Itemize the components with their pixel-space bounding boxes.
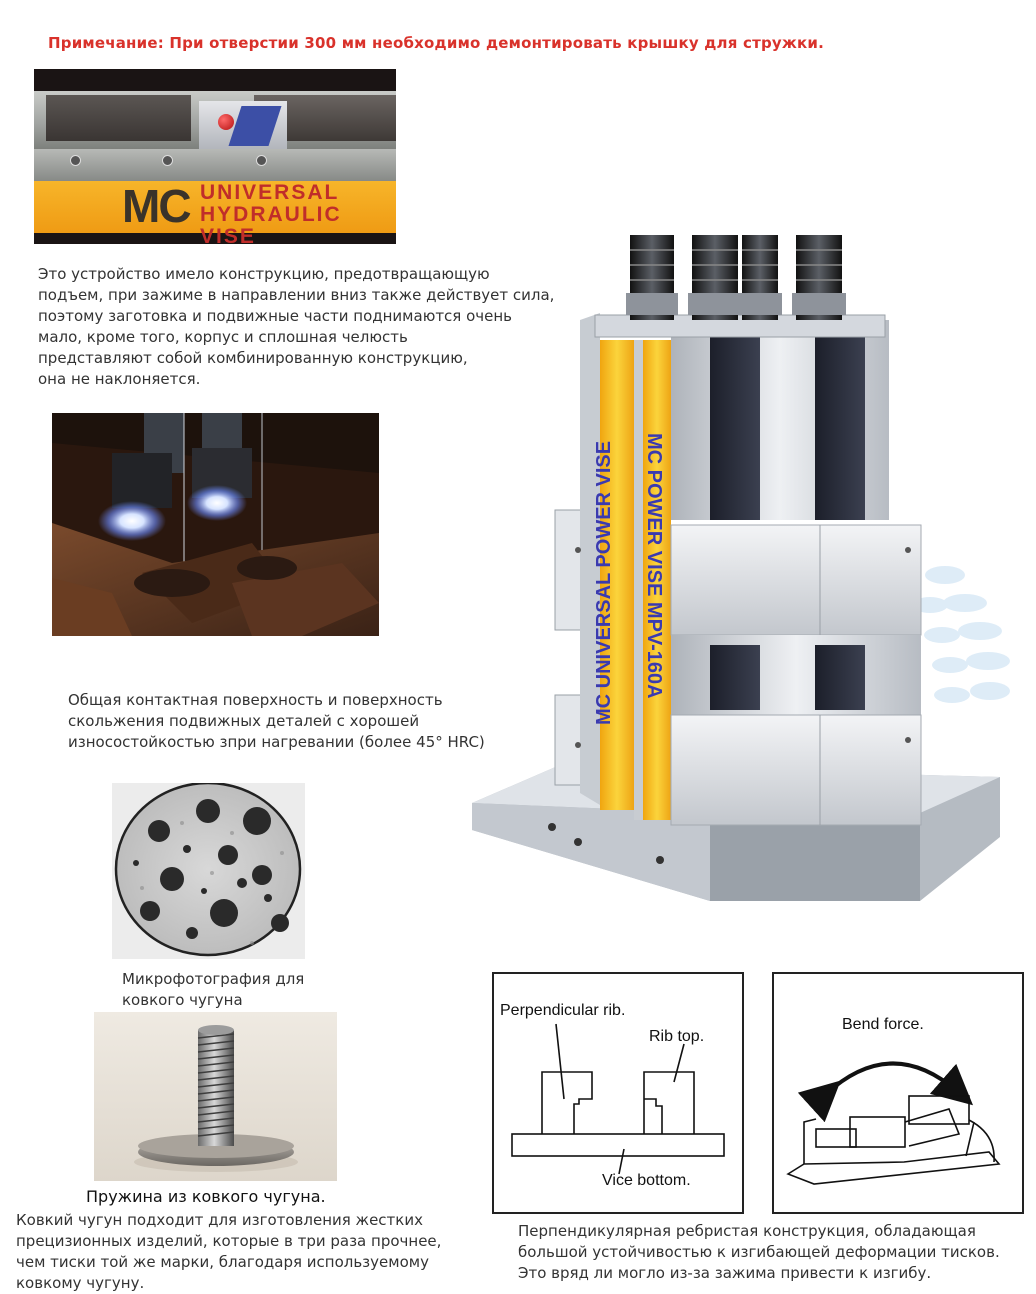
right-plate-label: MC POWER VISE MPV-160A [643,433,665,699]
paragraph-rib: Перпендикулярная ребристая конструкция, обладающая большой устойчивостью к изгибающей деформации тисков. Это вряд ли могло из-за зажима привести к изгибу. [518,1222,1000,1282]
bend-force-diagram [772,972,1024,1214]
hardening-photo [52,413,379,636]
caption-micrograph: Микрофотография для ковкого чугуна [122,970,305,1009]
red-knob-icon [218,114,234,130]
paragraph-spring: Ковкий чугун подходит для изготовления жестких прецизионных изделий, которые в три раза прочнее, чем тиски той же марки, благодаря используемому ковкому чугуну. [16,1211,442,1292]
label-line1: UNIVERSAL [200,181,340,204]
label-perpendicular-rib: Perpendicular rib. [500,1002,626,1019]
label-mc: MC [122,180,190,232]
left-plate-label: MC UNIVERSAL POWER VISE [593,440,615,725]
caption-spring-title: Пружина из ковкого чугуна. [86,1187,326,1206]
micrograph-photo [112,783,305,959]
spring-photo [94,1012,337,1181]
label-universal-hydraulic [200,182,396,244]
note-text: Примечание: При отверстии 300 мм необходимо демонтировать крышку для стружки. [48,34,825,52]
label-vice-bottom: Vice bottom. [602,1172,691,1189]
vise-label-photo [34,69,396,244]
label-line2: HYDRAULIC VISE [200,203,342,244]
paragraph-lift: Это устройство имело конструкцию, предотвращающую подъем, при зажиме в направлении вниз также действует сила, поэтому заготовка и подвижные части поднимаются очень мало, кроме того, корпус и сплошная челюсть представляют собой комбинированную конструкцию, она не наклоняется. [38,265,555,388]
power-vise-photo [460,225,1036,915]
label-rib-top: Rib top. [649,1028,705,1045]
rib-diagram [492,972,744,1214]
paragraph-surface: Общая контактная поверхность и поверхность скольжения подвижных деталей с хорошей износостойкостью зпри нагревании (более 45° HRC) [68,691,485,751]
label-bend-force: Bend force. [842,1016,924,1033]
